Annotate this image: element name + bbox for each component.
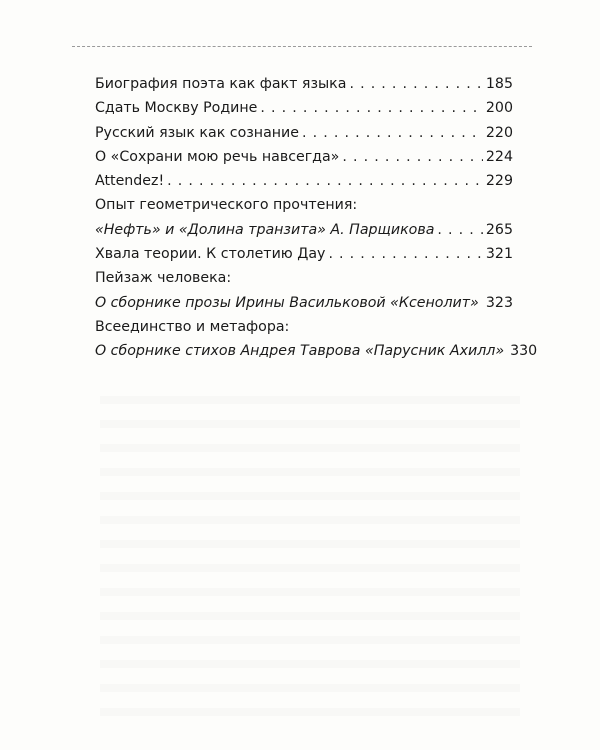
header-rule [72, 46, 532, 47]
toc-entry [95, 339, 538, 363]
toc-entry [95, 291, 513, 315]
toc-entry-title: Пейзаж человека: [95, 270, 232, 287]
dot-leader [482, 291, 483, 315]
toc-entry-page: 323 [485, 294, 513, 311]
dot-leader [260, 96, 483, 120]
toc-entry [95, 169, 513, 193]
toc-entry [95, 96, 513, 120]
toc-entry [95, 242, 513, 266]
toc-entry [95, 145, 513, 169]
toc-entry-title: Опыт геометрического прочтения: [95, 197, 358, 214]
toc-entry-page: 229 [485, 173, 513, 190]
toc-entry-title: Биография поэта как факт языка [95, 76, 347, 92]
toc-entry [95, 315, 513, 339]
toc-entry-title: Attendez! [95, 173, 165, 190]
toc-entry-page: 330 [510, 343, 538, 360]
toc-entry [95, 218, 513, 242]
table-of-contents [95, 72, 538, 364]
toc-entry-title: Всеединство и метафора: [95, 318, 290, 335]
toc-entry-page: 200 [485, 100, 513, 117]
toc-entry-page: 224 [485, 148, 513, 165]
toc-entry [95, 193, 513, 217]
toc-entry-title: О сборнике прозы Ирины Васильковой «Ксенолит» [95, 294, 479, 311]
toc-entry [95, 266, 513, 290]
dot-leader [437, 218, 483, 242]
dot-leader [349, 72, 482, 96]
toc-entry [95, 121, 513, 145]
toc-entry-page: 321 [485, 246, 513, 263]
dot-leader [342, 145, 483, 169]
dot-leader [167, 169, 483, 193]
dot-leader [328, 242, 482, 266]
toc-entry-page: 265 [485, 221, 513, 238]
dot-leader [302, 121, 483, 145]
paper-bleed-through [100, 380, 520, 720]
toc-entry-title: О сборнике стихов Андрея Таврова «Парусник Ахилл» [95, 343, 505, 360]
toc-entry-page: 185 [485, 76, 513, 92]
toc-entry [95, 72, 513, 96]
toc-entry-page: 220 [485, 124, 513, 141]
toc-entry-title: Сдать Москву Родине [95, 100, 258, 117]
toc-entry-title: Русский язык как сознание [95, 124, 299, 141]
toc-entry-title: «Нефть» и «Долина транзита» А. Парщикова [95, 221, 435, 238]
toc-entry-title: О «Сохрани мою речь навсегда» [95, 148, 340, 165]
toc-entry-title: Хвала теории. К столетию Дау [95, 246, 326, 263]
